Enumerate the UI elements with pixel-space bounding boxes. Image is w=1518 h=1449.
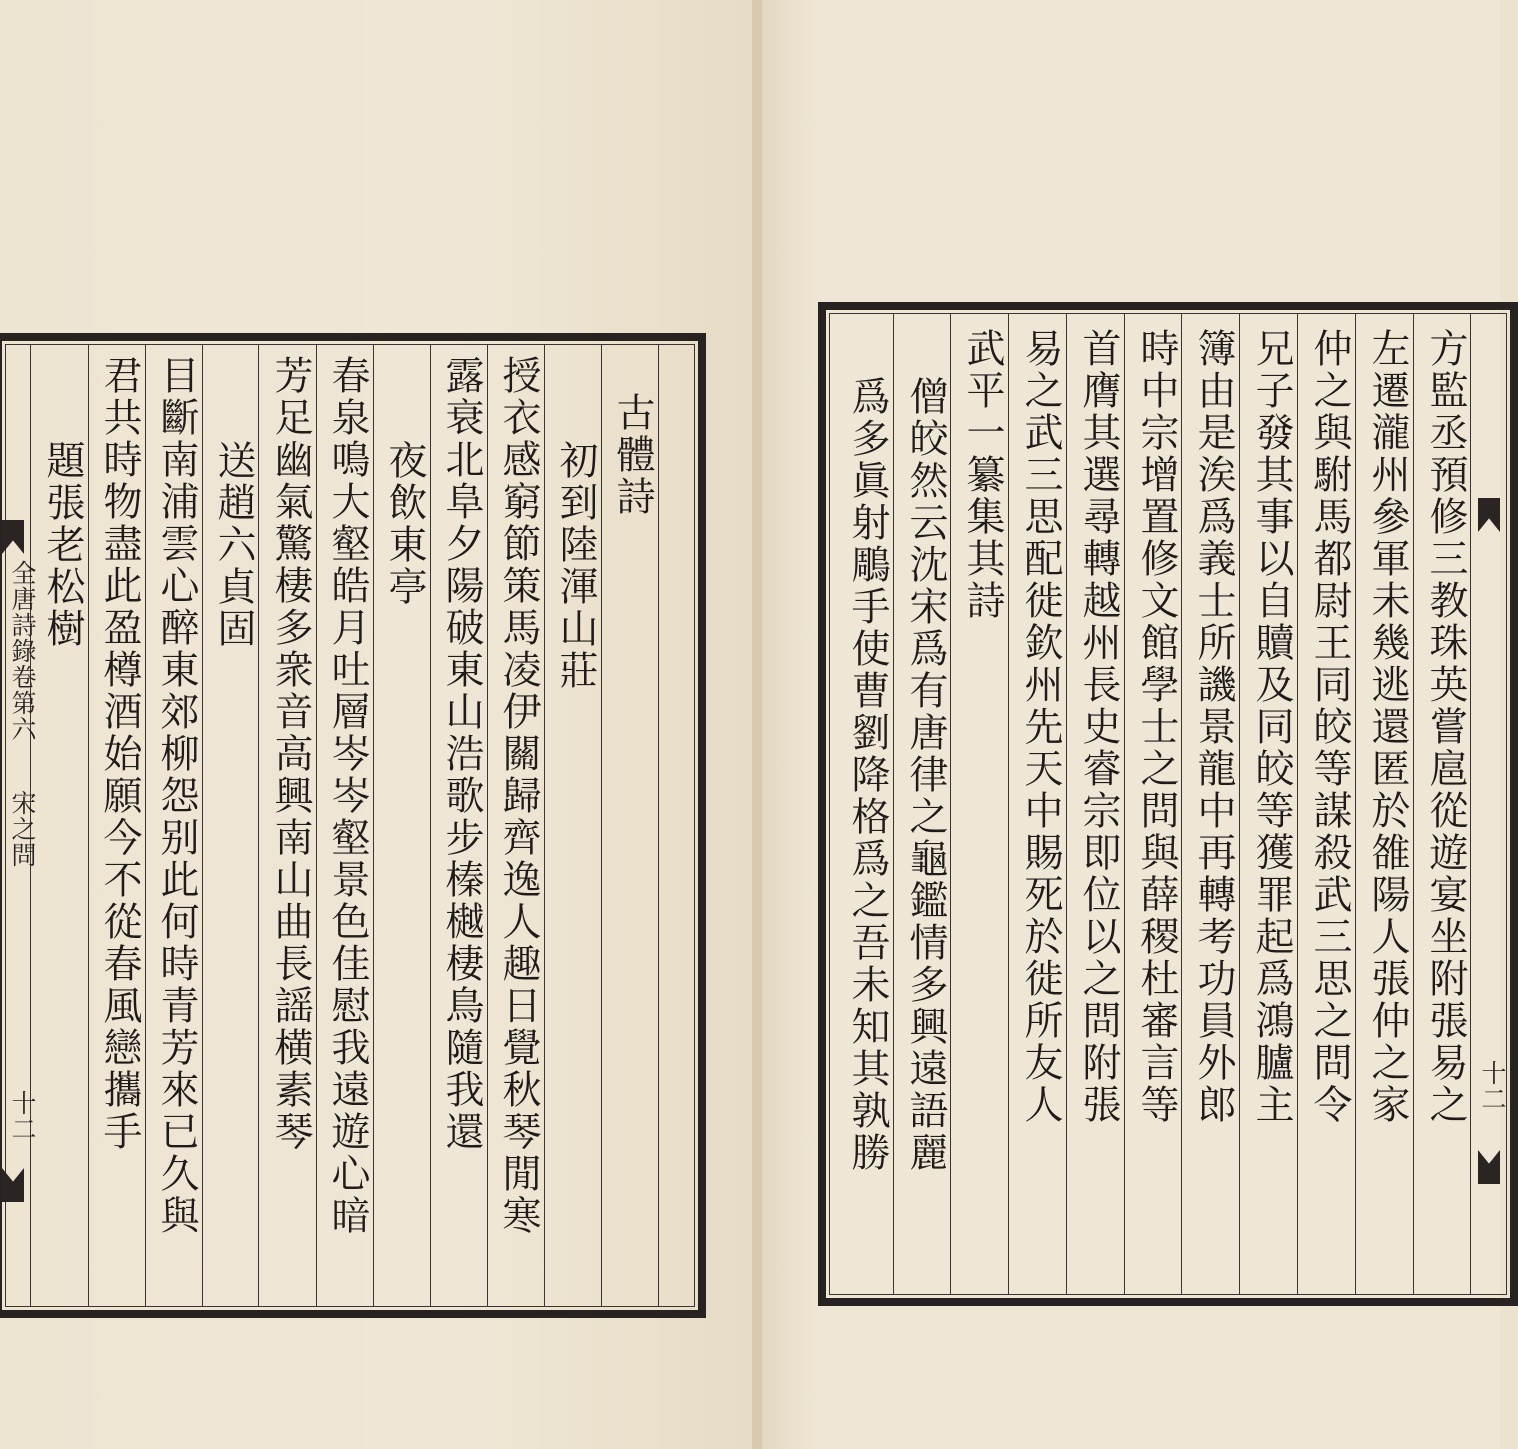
text-column: 授衣感窮節策馬凌伊關歸齊逸人趣日覺秋琴閒寒 — [496, 355, 541, 1237]
text-column: 露衰北阜夕陽破東山浩歌步榛樾棲鳥隨我還 — [439, 355, 484, 1153]
column-rule — [950, 314, 951, 1294]
column-rule — [1181, 314, 1182, 1294]
column-rule — [1355, 314, 1356, 1294]
column-rule — [373, 345, 374, 1306]
text-column: 易之武三思配徙欽州先天中賜死於徙所友人 — [1018, 328, 1063, 1126]
margin-folio: 十二 — [1478, 1060, 1507, 1112]
column-rule — [202, 345, 203, 1306]
poem-title: 送趙六貞固 — [211, 440, 256, 650]
text-column: 左遷瀧州參軍未幾逃還匿於雒陽人張仲之家 — [1365, 328, 1410, 1126]
text-column: 春泉鳴大壑皓月吐層岑岑壑景色佳慰我遠遊心暗 — [325, 355, 370, 1237]
text-column: 爲多眞射鵰手使曹劉降格爲之吾未知其孰勝 — [845, 376, 890, 1174]
section-heading: 古體詩 — [610, 392, 655, 518]
text-column: 方監丞預修三教珠英嘗扈從遊宴坐附張易之 — [1423, 328, 1468, 1126]
text-column: 目斷南浦雲心醉東郊柳怨别此何時青芳來已久與 — [154, 355, 199, 1237]
column-rule — [88, 345, 89, 1306]
column-rule — [1008, 314, 1009, 1294]
column-rule — [658, 345, 659, 1306]
margin-folio: 十二 — [8, 1090, 37, 1142]
book-gutter — [752, 0, 762, 1449]
text-column: 君共時物盡此盈樽酒始願今不從春風戀攜手 — [97, 355, 142, 1153]
column-rule — [1297, 314, 1298, 1294]
text-column: 僧皎然云沈宋爲有唐律之龜鑑情多興遠語麗 — [903, 376, 948, 1174]
text-column: 仲之與駙馬都尉王同皎等謀殺武三思之問令 — [1307, 328, 1352, 1126]
column-rule — [893, 314, 894, 1294]
poem-title: 初到陸渾山莊 — [553, 440, 598, 692]
text-column: 兄子發其事以自贖及同皎等獲罪起爲鴻臚主 — [1249, 328, 1294, 1126]
column-rule — [487, 345, 488, 1306]
text-column: 簿由是涘爲義士所譏景龍中再轉考功員外郎 — [1191, 328, 1236, 1126]
text-column: 武平一纂集其詩 — [960, 328, 1005, 622]
column-rule — [145, 345, 146, 1306]
column-rule — [1066, 314, 1067, 1294]
poem-title: 夜飲東亭 — [382, 440, 427, 608]
column-rule — [601, 345, 602, 1306]
text-column: 芳足幽氣驚棲多衆音高興南山曲長謡横素琴 — [268, 355, 313, 1153]
text-column: 時中宗增置修文館學士之問與薛稷杜審言等 — [1134, 328, 1179, 1126]
poem-title: 題張老松樹 — [40, 440, 85, 650]
column-rule — [544, 345, 545, 1306]
column-rule — [430, 345, 431, 1306]
column-rule — [316, 345, 317, 1306]
margin-title: 全唐詩錄卷第六 — [8, 560, 37, 742]
column-rule — [1470, 314, 1471, 1294]
column-rule — [258, 345, 259, 1306]
column-rule — [1239, 314, 1240, 1294]
margin-author: 宋之問 — [8, 790, 37, 868]
text-column: 首膺其選尋轉越州長史睿宗即位以之問附張 — [1076, 328, 1121, 1126]
column-rule — [1124, 314, 1125, 1294]
column-rule — [1413, 314, 1414, 1294]
